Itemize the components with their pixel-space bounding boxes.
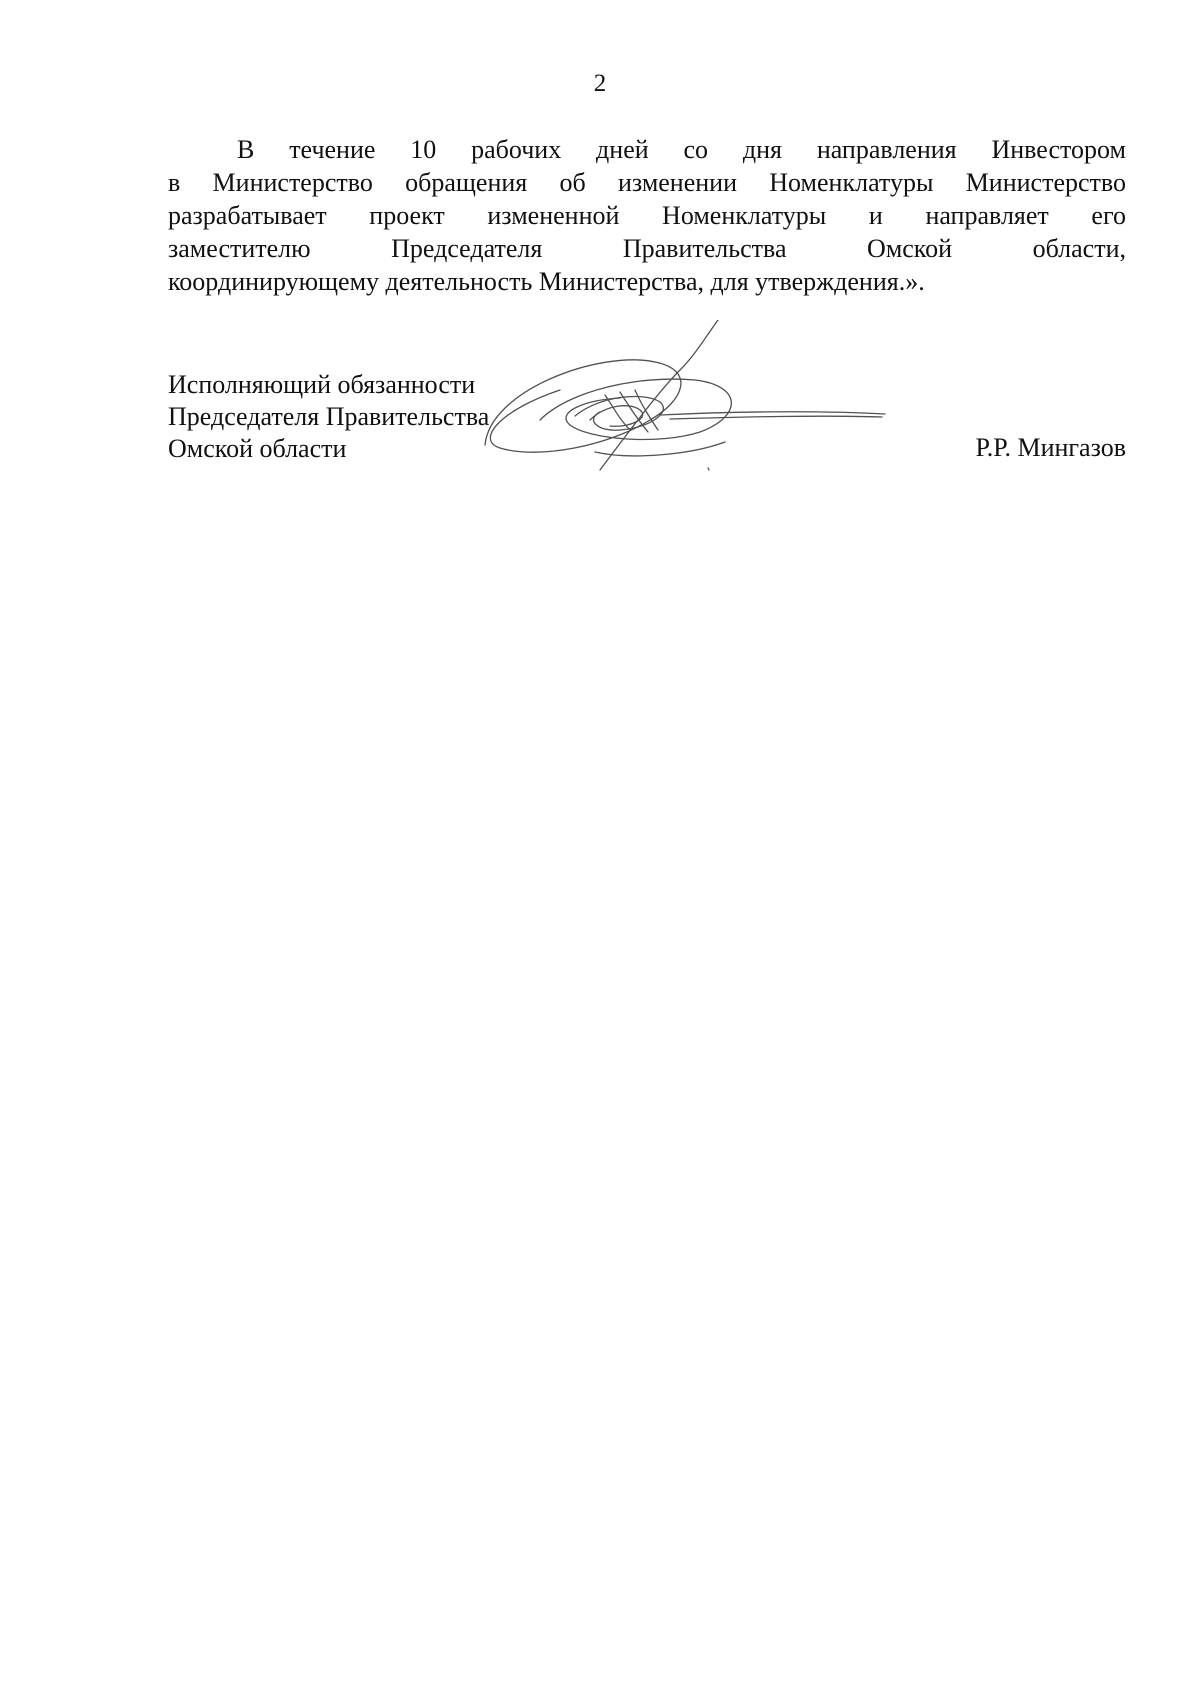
signature-stroke (708, 468, 709, 470)
signer-position-line: Омской области (168, 434, 347, 463)
body-line: в Министерство обращения об изменении Номенклатуры Министерство (168, 168, 1126, 197)
handwritten-signature (480, 320, 940, 510)
signer-position-line: Исполняющий обязанности (168, 370, 476, 399)
signature-stroke (595, 442, 725, 456)
signature-stroke (670, 416, 882, 419)
body-line: В течение 10 рабочих дней со дня направления Инвестором (237, 135, 1126, 164)
signer-position (168, 369, 489, 465)
signature-stroke (590, 406, 643, 427)
signature-stroke (575, 396, 663, 430)
signer-name: Р.Р. Мингазов (975, 433, 1126, 462)
signature-stroke (540, 379, 731, 439)
signer-position-line: Председателя Правительства (168, 402, 490, 431)
body-line: координирующему деятельность Министерства, для утверждения.». (168, 267, 925, 296)
signature-stroke (600, 320, 718, 470)
signature-stroke (485, 360, 681, 452)
body-line: разрабатывает проект измененной Номенклатуры и направляет его (168, 201, 1126, 230)
body-paragraph (168, 133, 1126, 298)
body-line: заместителю Председателя Правительства Омской области, (168, 234, 1126, 263)
page-number: 2 (593, 70, 607, 97)
signature-stroke (660, 412, 885, 415)
